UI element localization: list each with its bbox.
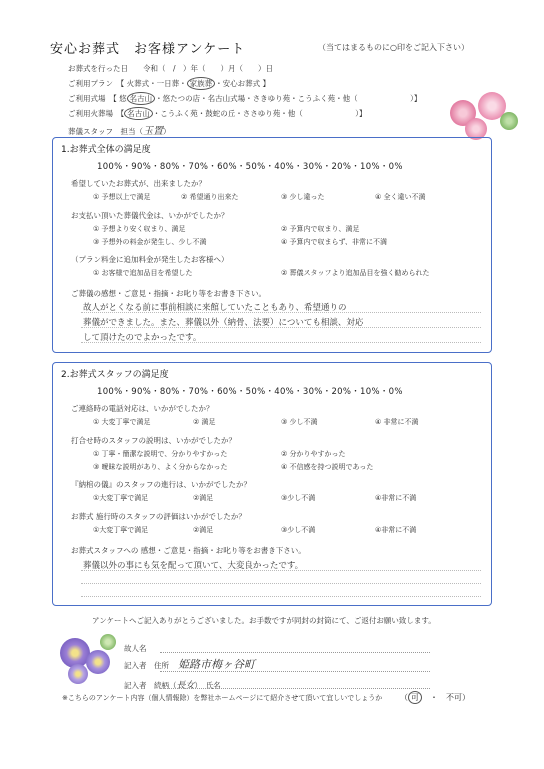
consent-question: ※こちらのアンケート内容（個人情報除）を弊社ホームページにて紹介させて頂いて宜しいでしょうか xyxy=(62,694,383,702)
date-row: お葬式を行った日 令和（ / ）年（ ）月（ ）日 xyxy=(68,64,274,73)
crem-selected[interactable]: 名古山 xyxy=(124,107,153,120)
consent-yes[interactable]: 可 xyxy=(408,691,422,704)
s1-q3: （プラン料金に追加料金が発生したお客様へ） xyxy=(71,255,229,264)
writer-relation-row xyxy=(124,678,221,691)
s2-q3: 『納棺の儀』のスタッフの進行は、いかがでしたか？ xyxy=(71,480,251,489)
section2-title: 2.お葬式スタッフの満足度 xyxy=(61,370,169,380)
hall-rest: ・悠たつの店・名古山式場・さきゆり苑・こうふく苑・他（ ）】 xyxy=(155,94,422,103)
hall-label: ご利用式場 【 悠 xyxy=(68,94,127,103)
staff-label: 葬儀スタッフ 担当（ xyxy=(68,127,143,136)
plan-label: ご利用プラン 【 火葬式・一日葬・ xyxy=(68,79,187,88)
s1-comment-line1[interactable]: 故人がとくなる前に事前相談に来館していたこともあり、希望通りの xyxy=(83,303,347,313)
writer-relation-label: 記入者 続柄（ xyxy=(124,681,177,690)
staff-satisfaction-section xyxy=(52,362,492,606)
s1-comment-prompt: ご葬儀の感想・ご意見・指摘・お叱り等をお書き下さい。 xyxy=(71,289,266,298)
hall-selected[interactable]: 名古山 xyxy=(127,92,156,105)
writer-address[interactable]: 姫路市梅ヶ谷町 xyxy=(178,658,255,671)
crematorium-row xyxy=(68,107,367,120)
s2-q4-opt4[interactable]: ④非常に不満 xyxy=(375,526,417,534)
s2-q3-opt1[interactable]: ①大変丁寧で満足 xyxy=(93,494,149,502)
consent-no[interactable]: 不可 xyxy=(446,693,462,702)
s1-q3-opt2[interactable]: ② 葬儀スタッフより追加品目を強く勧められた xyxy=(281,269,430,277)
s1-q1-opt4[interactable]: ④ 全く違い不満 xyxy=(375,193,426,201)
s1-comment-line3[interactable]: して頂けたのでよかったです。 xyxy=(83,333,202,343)
s2-q2: 打合せ時のスタッフの説明は、いかがでしたか？ xyxy=(71,436,236,445)
s1-q1-opt1[interactable]: ① 予想以上で満足 xyxy=(93,193,151,201)
s2-q4-opt2[interactable]: ②満足 xyxy=(193,526,214,534)
hall-row xyxy=(68,92,421,105)
overall-satisfaction-section xyxy=(52,137,492,353)
instruction-note: （当てはまるものに○印をご記入下さい） xyxy=(318,43,469,52)
s2-q3-opt2[interactable]: ②満足 xyxy=(193,494,214,502)
writer-address-label: 記入者 住所 xyxy=(124,661,169,670)
form-title: 安心お葬式 お客様アンケート xyxy=(50,42,246,57)
s1-q1-opt3[interactable]: ③ 少し違った xyxy=(281,193,325,201)
s1-q1-opt2[interactable]: ② 希望通り出来た xyxy=(181,193,239,201)
writer-relation[interactable]: 長女 xyxy=(176,681,195,691)
s2-q2-opt1[interactable]: ① 丁寧・簡潔な説明で、分かりやすかった xyxy=(93,450,228,458)
s2-q1-opt1[interactable]: ① 大変丁寧で満足 xyxy=(93,418,151,426)
section2-scale[interactable]: 100%・90%・80%・70%・60%・50%・40%・30%・20%・10%・0% xyxy=(97,387,403,397)
s2-q4-opt3[interactable]: ③少し不満 xyxy=(281,526,316,534)
s1-q1: 希望していたお葬式が、出来ましたか？ xyxy=(71,179,206,188)
s2-q2-opt4[interactable]: ④ 不信感を持つ説明であった xyxy=(281,463,374,471)
section1-scale[interactable]: 100%・90%・80%・70%・60%・50%・40%・30%・20%・10%・0% xyxy=(97,162,403,172)
s2-q1: ご連絡時の電話対応は、いかがでしたか？ xyxy=(71,404,214,413)
staff-name[interactable]: 玉置 xyxy=(143,126,163,137)
s2-q2-opt2[interactable]: ② 分かりやすかった xyxy=(281,450,346,458)
s1-q2-opt2[interactable]: ② 予算内で収まり、満足 xyxy=(281,225,360,233)
staff-close: ） xyxy=(163,127,171,136)
s1-q3-opt1[interactable]: ① お客様で追加品目を希望した xyxy=(93,269,193,277)
writer-name-label: ） 氏名 xyxy=(194,681,221,690)
s2-q1-opt4[interactable]: ④ 非常に不満 xyxy=(375,418,419,426)
s1-comment-line2[interactable]: 葬儀ができました。また、葬儀以外（納骨、法要）についても相談、対応 xyxy=(83,318,364,328)
crem-rest: ・こうふく苑・鼓蛇の丘・ささゆり苑・他（ ）】 xyxy=(152,109,367,118)
s1-q2-opt4[interactable]: ④ 予算内で収まらず、非常に不満 xyxy=(281,238,387,246)
s2-q4-opt1[interactable]: ①大変丁寧で満足 xyxy=(93,526,149,534)
s2-q1-opt2[interactable]: ② 満足 xyxy=(193,418,216,426)
section1-title: 1.お葬式全体の満足度 xyxy=(61,145,151,155)
deceased-name-label: 故人名 xyxy=(124,644,147,653)
plan-rest: ・安心お葬式 】 xyxy=(215,79,271,88)
crem-label: ご利用火葬場 【 xyxy=(68,109,125,118)
s2-comment-prompt: お葬式スタッフへの 感想・ご意見・指摘・お叱り等をお書き下さい。 xyxy=(71,546,306,555)
s2-q2-opt3[interactable]: ③ 曖昧な説明があり、よく分からなかった xyxy=(93,463,228,471)
thank-you-message: アンケートへご記入ありがとうございました。お手数ですが同封の封筒にて、ご返付お願い致します。 xyxy=(92,616,436,625)
plan-row xyxy=(68,77,270,90)
s2-q4: お葬式 施行時のスタッフの評価はいかがでしたか？ xyxy=(71,512,246,521)
s1-q2-opt1[interactable]: ① 予想より安く収まり、満足 xyxy=(93,225,186,233)
s1-q2-opt3[interactable]: ③ 予想外の料金が発生し、少し不満 xyxy=(93,238,207,246)
s2-q3-opt3[interactable]: ③少し不満 xyxy=(281,494,316,502)
s2-q3-opt4[interactable]: ④非常に不満 xyxy=(375,494,417,502)
plan-selected[interactable]: 家族葬 xyxy=(187,77,216,90)
s2-comment-line1[interactable]: 葬儀以外の事にも気を配って頂いて、大変良かったです。 xyxy=(83,561,304,571)
s1-q2: お支払い頂いた葬儀代金は、いかがでしたか？ xyxy=(71,211,229,220)
staff-row xyxy=(68,122,171,137)
s2-q1-opt3[interactable]: ③ 少し不満 xyxy=(281,418,318,426)
consent-options: （ 可 ・ 不可） xyxy=(400,693,470,702)
